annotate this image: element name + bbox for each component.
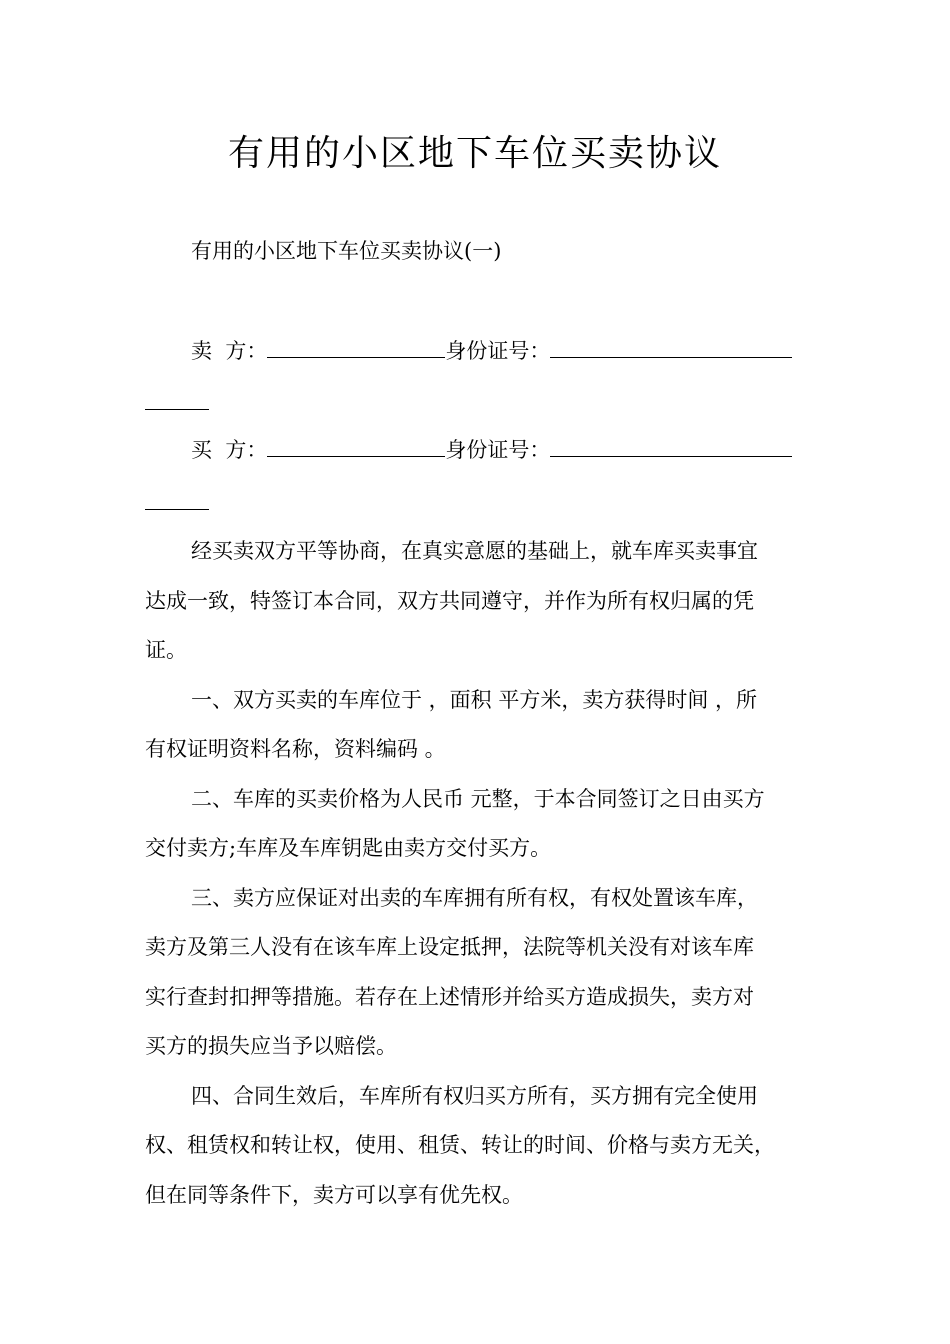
clause-2-line: 二、车库的买卖价格为人民币 元整，于本合同签订之日由买方 <box>191 787 765 811</box>
seller-id-blank-continued <box>145 408 209 410</box>
clause-3-line: 卖方及第三人没有在该车库上设定抵押，法院等机关没有对该车库 <box>145 935 754 959</box>
seller-id-label: 身份证号： <box>445 339 551 363</box>
clause-4-line: 四、合同生效后，车库所有权归买方所有，买方拥有完全使用 <box>191 1084 758 1108</box>
paragraph-line: 证。 <box>145 638 187 662</box>
document-subtitle: 有用的小区地下车位买卖协议(一) <box>191 239 502 263</box>
seller-name-blank <box>267 337 445 358</box>
seller-id-blank <box>550 337 792 358</box>
buyer-name-blank <box>267 436 445 457</box>
clause-2-line: 交付卖方;车库及车库钥匙由卖方交付买方。 <box>145 836 552 860</box>
clause-3-line: 三、卖方应保证对出卖的车库拥有所有权，有权处置该车库， <box>191 886 758 910</box>
document-title: 有用的小区地下车位买卖协议 <box>227 133 722 174</box>
clause-4-line: 但在同等条件下，卖方可以享有优先权。 <box>145 1183 523 1207</box>
buyer-label: 买 方： <box>191 438 268 462</box>
seller-label: 卖 方： <box>191 339 268 363</box>
paragraph-line: 达成一致，特签订本合同，双方共同遵守，并作为所有权归属的凭 <box>145 589 754 613</box>
paragraph-line: 经买卖双方平等协商，在真实意愿的基础上，就车库买卖事宜 <box>191 539 758 563</box>
buyer-id-blank <box>550 436 792 457</box>
clause-4-line: 权、租赁权和转让权，使用、租赁、转让的时间、价格与卖方无关， <box>145 1133 775 1157</box>
seller-row <box>145 336 871 366</box>
buyer-row <box>145 435 871 465</box>
buyer-id-blank-continued <box>145 508 209 510</box>
clause-3-line: 实行查封扣押等措施。若存在上述情形并给买方造成损失，卖方对 <box>145 985 754 1009</box>
clause-1-line: 有权证明资料名称，资料编码 。 <box>145 737 446 761</box>
clause-3-line: 买方的损失应当予以赔偿。 <box>145 1034 397 1058</box>
clause-1-line: 一、双方买卖的车库位于 ，面积 平方米，卖方获得时间 ，所 <box>191 688 758 712</box>
buyer-id-label: 身份证号： <box>445 438 551 462</box>
